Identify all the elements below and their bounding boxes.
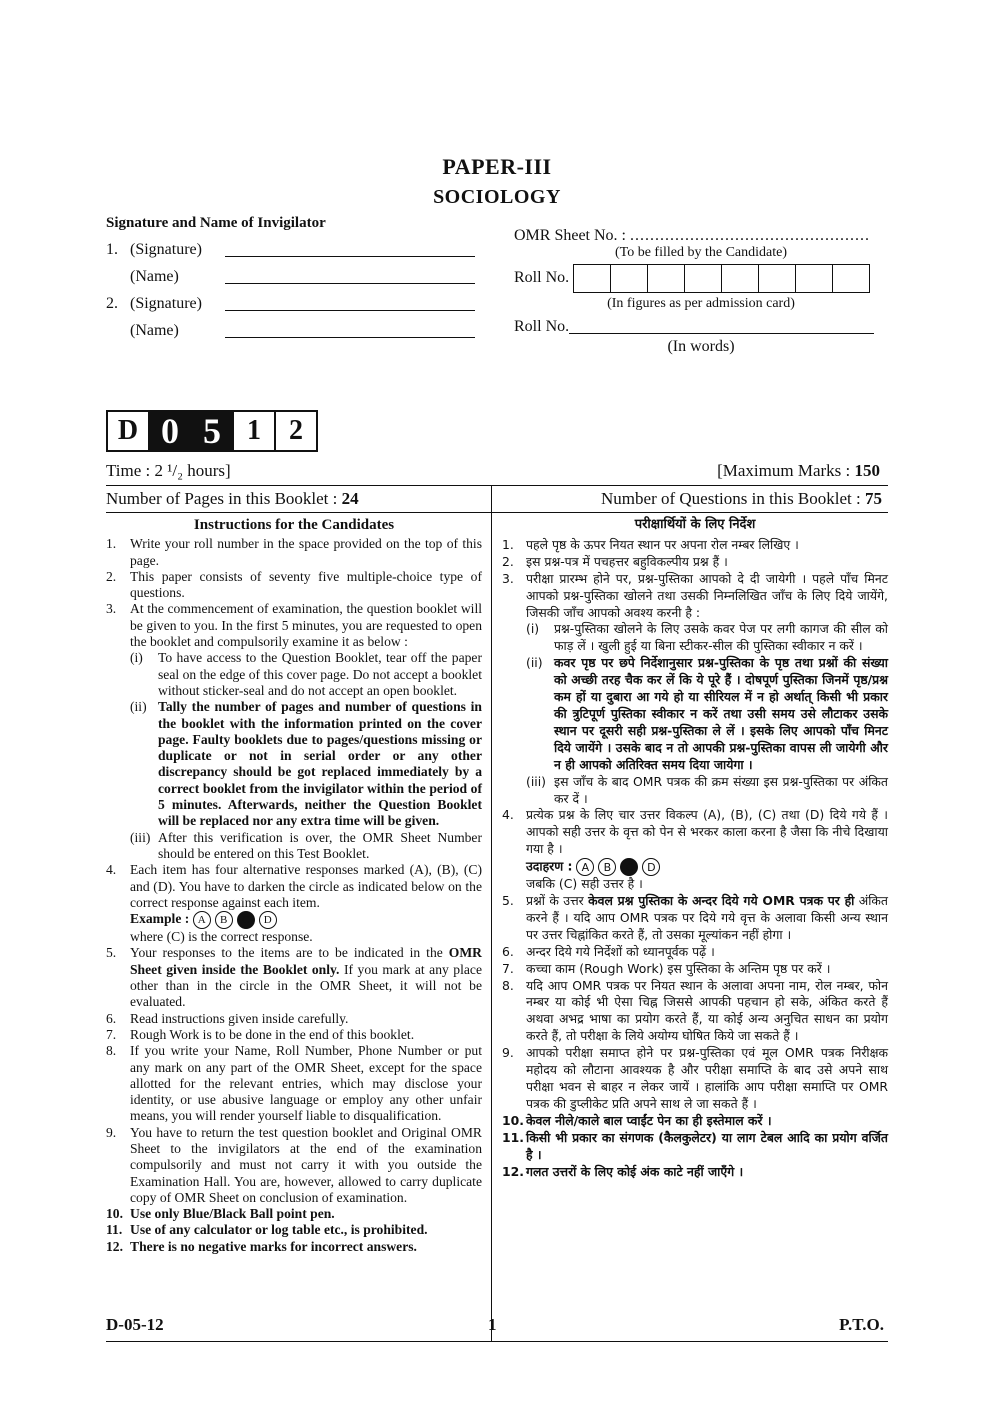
instruction-text: गलत उत्तरों के लिए कोई अंक काटे नहीं जाएँगे । [526,1163,744,1179]
instruction-text: अन्दर दिये गये निर्देशों को ध्यानपूर्वक पढ़ें । [526,943,715,959]
booklet-code [106,410,318,452]
instruction-text: Use only Blue/Black Ball point pen. [130,1206,335,1222]
invigilator-row [106,263,496,290]
row-number: 2. [106,295,118,312]
english-instructions-title: Instructions for the Candidates [193,517,395,533]
name-field[interactable] [225,321,475,338]
bubble-c-filled-icon: C [620,858,638,876]
invigilator-row [106,236,496,263]
bubble-a-icon: A [576,858,594,876]
row-label: (Signature) [130,241,202,258]
footer-code: D-05-12 [106,1315,164,1334]
roll-label: Roll No. [514,269,570,287]
signature-field[interactable] [225,294,475,311]
code-char: 2 [289,415,303,446]
bubble-b-icon: B [215,911,233,929]
code-char: 0 [150,412,192,450]
signature-field[interactable] [225,240,475,257]
instruction-text: There is no negative marks for incorrect answers. [130,1238,417,1254]
instruction-text: प्रश्नों के उत्तर केवल प्रश्न पुस्तिका के अन्दर दिये गये OMR पत्रक पर ही अंकित करने हैं । यदि आप OMR पत्रक पर दिये गये वृत्त के अलावा किसी अन्य स्थान पर उत्तर चिह्नांकित करते हैं, तो उसका मूल्यांकन नहीं होगा । [526,893,888,942]
invigilator-row [106,317,496,344]
instruction-text: कवर पृष्ठ पर छपे निर्देशानुसार प्रश्न-पुस्तिका के पृष्ठ तथा प्रश्नों की संख्या को अच्छी तरह चैक कर लें कि ये पूरे हैं । दोषपूर्ण पुस्तिका जिनमें पृष्ठ/प्रश्न कम हों या दुबारा आ गये हो या सीरियल में न हो अर्थात् किसी भी प्रकार की त्रुटिपूर्ण पुस्तिका स्वीकार न करें तथा उसी समय उसे लौटाकर उसके स्थान पर दूसरी सही प्रश्न-पुस्तिका ले लें । इसके लिए आपको पाँच मिनट दिये जायेंगे । उसके बाद न तो आपकी प्रश्न-पुस्तिका वापस ली जायेगी और न ही आपको अतिरिक्त समय दिया जायेगा । [554,655,888,772]
bubble-d-icon: D [259,911,277,929]
roll-note: (In figures as per admission card) [607,296,795,311]
pto-label: P.T.O. [839,1315,884,1334]
row-label: (Name) [130,268,179,285]
instruction-text: कच्चा काम (Rough Work) इस पुस्तिका के अन्तिम पृष्ठ पर करें । [526,960,831,976]
instruction-text: Use of any calculator or log table etc., is prohibited. [130,1222,428,1238]
instruction-text: यदि आप OMR पत्रक पर नियत स्थान के अलावा अपना नाम, रोल नम्बर, फोन नम्बर या कोई भी ऐसा चिह्न जिससे आपकी पहचान हो सके, अंकित करते हैं अथवा अभद्र भाषा का प्रयोग करते हैं, या कोई अन्य अनुचित साधन का प्रयोग करते हैं, तो परीक्षा के लिये अयोग्य घोषित किये जा सकते हैं । [526,977,888,1044]
invigilator-row [106,290,496,317]
instruction-text: To have access to the Question Booklet, tear off the paper seal on the edge of this cover page. Do not accept a booklet without sticker-seal and do not accept an open booklet. [158,650,482,698]
page-number: 1 [488,1315,497,1334]
bubble-b-icon: B [598,858,616,876]
instruction-text: प्रश्न-पुस्तिका खोलने के लिए उसके कवर पेज पर लगी कागज की सील को फाड़ लें । खुली हुई या बिना स्टीकर-सील की पुस्तिका स्वीकार न करें । [554,621,888,654]
words-note: (In words) [667,338,735,355]
name-field[interactable] [225,267,475,284]
instruction-text: इस प्रश्न-पत्र में पचहत्तर बहुविकल्पीय प्रश्न हैं । [526,553,728,569]
row-label: (Signature) [130,295,202,312]
instruction-text: इस जाँच के बाद OMR पत्रक की क्रम संख्या इस प्रश्न-पुस्तिका पर अंकित कर दें । [554,773,888,806]
example-label: Example : [130,911,190,927]
invigilator-heading: Signature and Name of Invigilator [106,215,326,231]
omr-sheet-field[interactable]: ................................................ [630,227,870,244]
example-label: उदाहरण : [526,858,573,874]
instruction-text: This paper consists of seventy five multiple-choice type of questions. [130,568,482,601]
row-number: 1. [106,241,118,258]
cover-page [106,150,888,1334]
roll-words-label: Roll No. [514,318,570,335]
code-char: D [108,412,150,450]
pages-info: Number of Pages in this Booklet : 24 [106,486,492,512]
time-info: Time : 2 ¹/₂ hours] [106,461,231,480]
roll-words-field[interactable] [569,317,874,334]
subject-title: SOCIOLOGY [433,186,561,208]
instruction-text: Write your roll number in the space provided on the top of this page. [130,536,482,568]
instruction-text: Your responses to the items are to be indicated in the OMR Sheet given inside the Booklet only. If you mark at any place other than in the circle in the OMR Sheet, it will not be evaluated. [130,945,482,1010]
instruction-text: At the commencement of examination, the question booklet will be given to you. In the first 5 minutes, you are requested to open the booklet and compulsorily examine it as below : [130,601,482,650]
fill-note: (To be filled by the Candidate) [614,245,788,260]
invigilator-block [106,215,496,344]
bubble-a-icon: A [193,911,211,929]
instruction-text: किसी भी प्रकार का संगणक (कैलकुलेटर) या लाग टेबल आदि का प्रयोग वर्जित है । [526,1129,888,1162]
hindi-instructions-title: परीक्षार्थियों के लिए निर्देश [634,517,756,532]
instruction-text: Rough Work is to be done in the end of this booklet. [130,1026,415,1042]
instruction-text: If you write your Name, Roll Number, Phone Number or put any mark on any part of the OMR Sheet, except for the space allotted for the relevant entries, which may disclose your identity, or use abusive language or employ any other unfair means, you will render yourself liable to disqualification. [130,1043,482,1124]
instruction-text: You have to return the test question booklet and Original OMR Sheet to the invigilators at the end of the examination compulsorily and must not carry it with you outside the Examination Hall. You are, however, allowed to carry duplicate copy of OMR Sheet on conclusion of examination. [130,1124,482,1205]
code-char: 1 [234,412,276,450]
instruction-text: केवल नीले/काले बाल प्वाईंट पेन का ही इस्तेमाल करें । [526,1112,772,1128]
example-bubbles [193,911,277,929]
bubble-d-icon: D [642,858,660,876]
english-instructions: Instructions for the Candidates 1. Write your roll number in the space provided on the top of this page. 2. This paper consists of seventy five multiple-choice type of questions. 3. At the commencement of examination, the question booklet will be given to you. In the first 5 minutes, you are requested to open the booklet and compulsorily examine it as below : (i) To have access to the Question Booklet, tear off the paper seal on the edge of this cover page. Do not accept a booklet without sticker-seal and do not accept an open booklet. (ii) Tally the number of pages and number of questions in the booklet with the information printed on the cover page. Faulty booklets due to pages/questions missing or duplicate or not in serial order or any other discrepancy should be got replaced immediately by a correct booklet from the invigilator within the period of 5 minutes. Afterwards, neither the Question Booklet will be replaced nor any extra time will be given. (iii) After this verification is over, the OMR Sheet Number should be entered on this Test Booklet. 4. Each item has four alternative responses marked (A), (B), (C) and (D). You have to darken the circle as indicated below on the correct response against each item. Example : A B C D where (C) is the correct response. 5. Your responses to the items are to be indicated in the OMR Sheet given inside the Booklet only. If you mark at any place other than in the circle in the OMR Sheet, it will not be evaluated. 6. Read instructions given inside carefully. 7. Rough Work is to be done in the end of this booklet. 8. If you write your Name, Roll Number, Phone Number or put any mark on any part of the OMR Sheet, except for the space allotted for the relevant entries, which may disclose your identity, or use abusive language or employ any other unfair means, you will render yourself liable to disqualification. 9. You have to return the test question booklet and Original OMR Sheet to the invigilators at the end of the examination compulsorily and must not carry it with you outside the Examination Hall. You are, however, allowed to carry duplicate copy of OMR Sheet on conclusion of examination. 10. Use only Blue/Black Ball point pen. 11. Use of any calculator or log table etc., is prohibited. 12. There is no negative marks for incorrect answers. [106,513,492,1341]
instruction-text: पहले पृष्ठ के ऊपर नियत स्थान पर अपना रोल नम्बर लिखिए । [526,536,799,552]
paper-title: PAPER-III [442,154,552,179]
code-char: 5 [192,412,234,450]
max-marks-info: [Maximum Marks : 150 [717,461,880,480]
hindi-instructions: परीक्षार्थियों के लिए निर्देश 1. पहले पृष्ठ के ऊपर नियत स्थान पर अपना रोल नम्बर लिखिए । 2. इस प्रश्न-पत्र में पचहत्तर बहुविकल्पीय प्रश्न हैं । 3. परीक्षा प्रारम्भ होने पर, प्रश्न-पुस्तिका आपको दे दी जायेगी । पहले पाँच मिनट आपको प्रश्न-पुस्तिका खोलने तथा उसकी निम्नलिखित जाँच के लिए दिये जायेंगे, जिसकी जाँच आपको अवश्य करनी है : (i) प्रश्न-पुस्तिका खोलने के लिए उसके कवर पेज पर लगी कागज की सील को फाड़ लें । खुली हुई या बिना स्टीकर-सील की पुस्तिका स्वीकार न करें । (ii) कवर पृष्ठ पर छपे निर्देशानुसार प्रश्न-पुस्तिका के पृष्ठ तथा प्रश्नों की संख्या को अच्छी तरह चैक कर लें कि ये पूरे हैं । दोषपूर्ण पुस्तिका जिनमें पृष्ठ/प्रश्न कम हों या दुबारा आ गये हो या सीरियल में न हो अर्थात् किसी भी प्रकार की त्रुटिपूर्ण पुस्तिका स्वीकार न करें तथा उसी समय उसे लौटाकर उसके स्थान पर दूसरी सही प्रश्न-पुस्तिका ले लें । इसके लिए आपको पाँच मिनट दिये जायेंगे । उसके बाद न तो आपकी प्रश्न-पुस्तिका वापस ली जायेगी और न ही आपको अतिरिक्त समय दिया जायेगा । (iii) इस जाँच के बाद OMR पत्रक की क्रम संख्या इस प्रश्न-पुस्तिका पर अंकित कर दें । 4. प्रत्येक प्रश्न के लिए चार उत्तर विकल्प (A), (B), (C) तथा (D) दिये गये हैं । आपको सही उत्तर के वृत्त को पेन से भरकर काला करना है जैसा कि नीचे दिखाया गया है । उदाहरण : A B C D जबकि (C) सही उत्तर है । 5. प्रश्नों के उत्तर केवल प्रश्न पुस्तिका के अन्दर दिये गये OMR पत्रक पर ही अंकित करने हैं । यदि आप OMR पत्रक पर दिये गये वृत्त के अलावा किसी अन्य स्थान पर उत्तर चिह्नांकित करते हैं, तो उसका मूल्यांकन नहीं होगा । 6. अन्दर दिये गये निर्देशों को ध्यानपूर्वक पढ़ें । 7. कच्चा काम (Rough Work) इस पुस्तिका के अन्तिम पृष्ठ पर करें । 8. यदि आप OMR पत्रक पर नियत स्थान के अलावा अपना नाम, रोल नम्बर, फोन नम्बर या कोई भी ऐसा चिह्न जिससे आपकी पहचान हो सके, अंकित करते हैं अथवा अभद्र भाषा का प्रयोग करते हैं, या कोई अन्य अनुचित साधन का प्रयोग करते हैं, तो परीक्षा के लिये अयोग्य घोषित किये जा सकते हैं । 9. आपको परीक्षा समाप्त होने पर प्रश्न-पुस्तिका एवं मूल OMR पत्रक निरीक्षक महोदय को लौटाना आवश्यक है और परीक्षा समाप्ति के बाद उसे अपने साथ परीक्षा भवन से बाहर न लेकर जायें । हालांकि आप परीक्षा समाप्ति पर OMR पत्रक की डुप्लीकेट प्रति अपने साथ ले जा सकते हैं । 10. केवल नीले/काले बाल प्वाईंट पेन का ही इस्तेमाल करें । 11. किसी भी प्रकार का संगणक (कैलकुलेटर) या लाग टेबल आदि का प्रयोग वर्जित है । 12. गलत उत्तरों के लिए कोई अंक काटे नहीं जाएँगे । [502,517,888,1179]
questions-info: Number of Questions in this Booklet : 75 [601,489,882,508]
instruction-text: Each item has four alternative responses marked (A), (B), (C) and (D). You have to darken the circle as indicated below on the correct response against each item. [130,862,482,910]
example-bubbles [576,858,660,876]
omr-sheet-label: OMR Sheet No. : [514,227,626,244]
instruction-text: जबकि (C) सही उत्तर है । [526,876,643,892]
row-label: (Name) [130,322,179,339]
omr-block [514,227,888,356]
instruction-text: where (C) is the correct response. [130,929,313,945]
instruction-text: Read instructions given inside carefully. [130,1010,349,1026]
instruction-text: Tally the number of pages and number of questions in the booklet with the information printed on the cover page. Faulty booklets due to pages/questions missing or duplicate or not in serial order or any other discrepancy should be got replaced immediately by a correct booklet from the invigilator within the period of 5 minutes. Afterwards, neither the Question Booklet will be replaced nor any extra time will be given. [158,699,482,829]
instruction-text: परीक्षा प्रारम्भ होने पर, प्रश्न-पुस्तिका आपको दे दी जायेगी । पहले पाँच मिनट आपको प्रश्न-पुस्तिका खोलने तथा उसकी निम्नलिखित जाँच के लिए दिये जायेंगे, जिसकी जाँच आपको अवश्य करनी है : [526,570,888,620]
instruction-text: आपको परीक्षा समाप्त होने पर प्रश्न-पुस्तिका एवं मूल OMR पत्रक निरीक्षक महोदय को लौटाना आवश्यक है और परीक्षा समाप्ति के बाद उसे अपने साथ परीक्षा भवन से बाहर न लेकर जायें । हालांकि आप परीक्षा समाप्ति पर OMR पत्रक की डुप्लीकेट प्रति अपने साथ ले जा सकते हैं । [526,1045,888,1111]
roll-number-boxes[interactable] [573,264,870,293]
booklet-info-row [106,486,888,513]
bubble-c-filled-icon: C [237,911,255,929]
header-section [106,215,888,1334]
instructions-table [106,485,888,1342]
instruction-text: प्रत्येक प्रश्न के लिए चार उत्तर विकल्प (A), (B), (C) तथा (D) दिये गये हैं । आपको सही उत्तर के वृत्त को पेन से भरकर काला करना है जैसा कि नीचे दिखाया गया है । [526,807,888,857]
instruction-text: After this verification is over, the OMR Sheet Number should be entered on this Test Booklet. [158,829,482,861]
